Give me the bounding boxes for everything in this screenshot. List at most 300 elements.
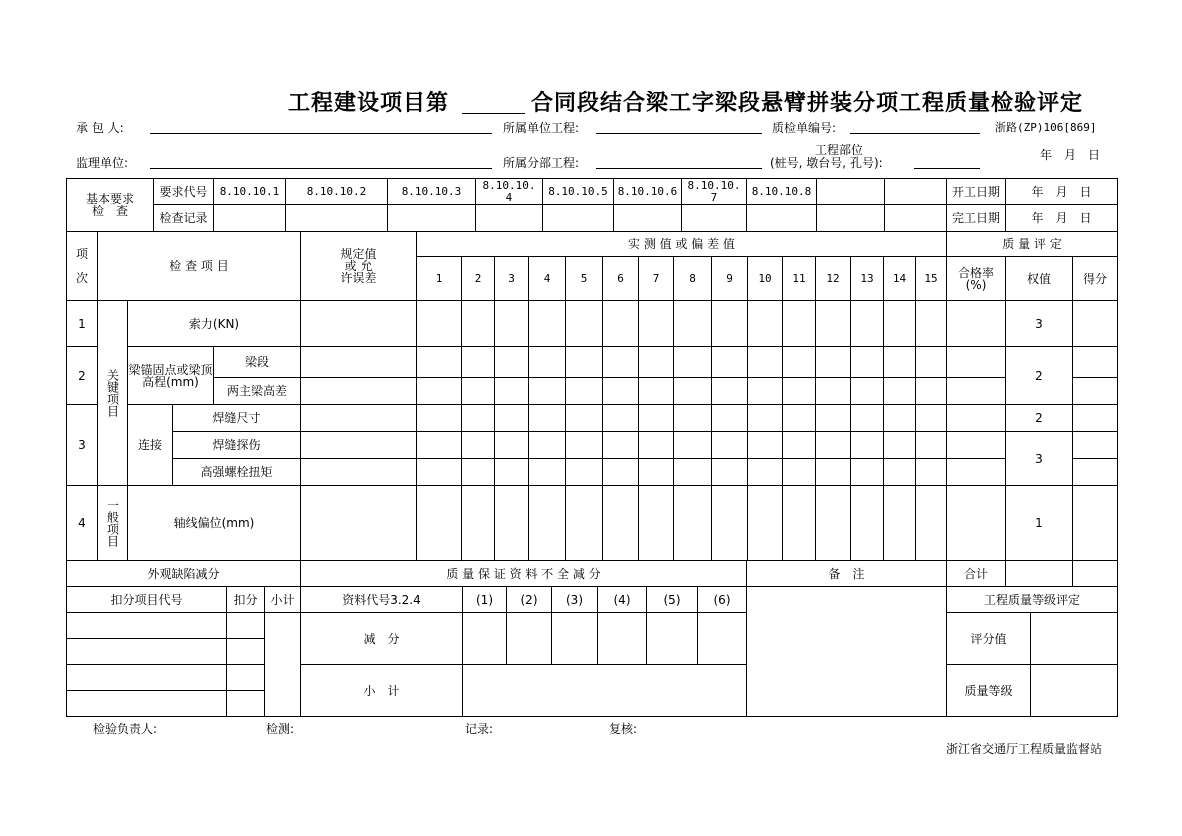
check-item-cable-force [127,300,301,347]
measure-cell[interactable] [461,377,495,405]
remarks-label-text: 备 注 [828,566,865,581]
score-cell[interactable] [1072,404,1118,432]
title-part2: 合同段结合梁工字梁段悬臂拼装分项工程质量检验评定 [531,91,1084,116]
measure-cell[interactable] [673,458,712,486]
quality-header [946,231,1118,257]
doc-col-header [646,586,698,613]
contractor-label: 承 包 人: [76,121,124,135]
measure-cell[interactable] [782,485,816,561]
check-item-weld-size-text: 焊缝尺寸 [212,411,261,425]
req-code-cell [884,178,947,205]
deduct-code-cell[interactable] [66,638,227,665]
grade-title [946,586,1118,613]
sub-project-field[interactable] [596,168,762,169]
measure-cell[interactable] [528,485,566,561]
measure-cell[interactable] [815,377,851,405]
pass-rate-header [946,256,1006,301]
measure-cell[interactable] [638,485,674,561]
req-code-cell-text: 8.10.10.6 [617,184,678,198]
appearance-deduct-label [66,560,301,587]
measure-cell[interactable] [673,346,712,378]
measure-cell[interactable] [850,300,884,347]
check-record-cell[interactable] [285,204,388,232]
measure-cell[interactable] [815,300,851,347]
req-code-cell-text: 8.10.10.5 [548,184,608,198]
measure-cell[interactable] [673,377,712,405]
docs-deduct-label [300,560,747,587]
grade-title-text: 工程质量等级评定 [983,592,1080,607]
score-cell[interactable] [1072,346,1118,378]
item-no-text: 2 [78,368,86,383]
doc-col-header-text: (6) [713,592,731,607]
check-record-cell[interactable] [475,204,543,232]
doc-deduct-cell[interactable] [551,612,598,665]
measure-cell[interactable] [602,377,639,405]
measure-cell[interactable] [602,458,639,486]
req-code-cell [681,178,747,205]
score-value-label [946,612,1031,665]
measure-col-header [494,256,529,301]
measure-col-header [711,256,748,301]
measure-cell[interactable] [416,404,462,432]
doc-col-header-text: (2) [520,592,538,607]
doc-code-header-text: 资料代号3.2.4 [342,592,421,607]
deduct-cell[interactable] [226,664,265,691]
spec-cell[interactable] [300,458,417,486]
req-code-cell [816,178,885,205]
measure-cell[interactable] [602,485,639,561]
item-no-text: 1 [78,316,86,331]
spec-cell[interactable] [300,404,417,432]
measure-cell[interactable] [638,431,674,459]
doc-deduct-cell[interactable] [697,612,747,665]
measure-cell[interactable] [711,377,748,405]
weight-cell-text: 2 [1035,368,1043,383]
deduct-cell[interactable] [226,638,265,665]
end-date-value[interactable] [1005,204,1118,232]
weight-cell [1005,300,1073,347]
measure-cell[interactable] [461,458,495,486]
measure-cell[interactable] [528,431,566,459]
measure-cell[interactable] [528,404,566,432]
measure-cell[interactable] [747,377,783,405]
measure-cell[interactable] [883,346,916,378]
measure-col-header-text: 7 [652,271,660,285]
pass-rate-header-text: 合格率 (%) [957,265,994,292]
pass-rate-cell[interactable] [946,377,1006,405]
measure-cell[interactable] [565,458,603,486]
deduct-header [226,586,265,613]
doc-col-header-text: (3) [566,592,583,607]
measure-cell[interactable] [638,346,674,378]
check-item-weld-flaw [172,431,301,459]
deduct-code-cell[interactable] [66,690,227,717]
measure-cell[interactable] [782,377,816,405]
item-no-header-text: 项 次 [75,247,88,285]
subtotal-header [264,586,301,613]
measure-cell[interactable] [915,300,947,347]
measure-cell[interactable] [815,346,851,378]
measure-col-header-text: 13 [860,271,874,285]
req-code-cell [387,178,476,205]
measure-col-header [461,256,495,301]
doc-col-header-text: (5) [663,592,681,607]
spec-cell[interactable] [300,346,417,378]
measure-cell[interactable] [915,404,947,432]
check-record-cell[interactable] [387,204,476,232]
measure-cell[interactable] [673,485,712,561]
measure-cell[interactable] [850,485,884,561]
deduct-code-cell[interactable] [66,612,227,639]
deduct-code-header-text: 扣分项目代号 [110,592,183,607]
record-label: 记录: [465,722,494,736]
supervisor-field[interactable] [150,168,492,169]
measure-cell[interactable] [747,346,783,378]
measure-cell[interactable] [747,458,783,486]
doc-deduct-cell[interactable] [506,612,552,665]
check-item-elevation [127,346,214,405]
measure-cell[interactable] [638,300,674,347]
weight-cell-text: 1 [1035,516,1043,530]
weight-header [1005,256,1073,301]
measure-cell[interactable] [461,300,495,347]
measure-cell[interactable] [815,485,851,561]
item-no [66,300,98,347]
score-cell[interactable] [1072,300,1118,347]
req-code-cell-text: 8.10.10.1 [219,184,280,198]
spec-header [300,231,417,301]
measure-cell[interactable] [528,300,566,347]
total-cell[interactable] [1005,560,1073,587]
start-date-value-text: 年 月 日 [1031,184,1092,199]
measure-cell[interactable] [883,485,916,561]
weight-cell [1005,404,1073,432]
check-record-cell[interactable] [746,204,817,232]
pass-rate-cell[interactable] [946,485,1006,561]
check-record-cell[interactable] [213,204,286,232]
doc-deduct-cell[interactable] [646,612,698,665]
general-items-label-text: 一般项目 [105,499,120,547]
item-no-text: 3 [78,438,86,452]
doc-col-header [551,586,598,613]
check-record-cell[interactable] [884,204,947,232]
measure-cell[interactable] [638,458,674,486]
measure-cell[interactable] [602,404,639,432]
weight-cell-text: 3 [1035,451,1043,466]
measure-cell[interactable] [673,300,712,347]
spec-header-text: 规定值 或 允 许误差 [340,247,377,285]
pass-rate-cell[interactable] [946,431,1006,459]
basic-req-label-text: 基本要求 检 查 [85,192,134,218]
measure-cell[interactable] [883,404,916,432]
req-code-label [153,178,214,205]
measure-cell[interactable] [815,431,851,459]
measure-cell[interactable] [602,431,639,459]
measure-cell[interactable] [673,404,712,432]
inspector-label: 检验负责人: [93,722,158,736]
measure-cell[interactable] [747,404,783,432]
score-value-cell[interactable] [1030,612,1118,665]
measure-col-header [850,256,884,301]
req-code-cell-text: 8.10.10.2 [306,184,367,198]
pass-rate-cell[interactable] [946,404,1006,432]
measure-cell[interactable] [565,485,603,561]
check-item-height-diff [213,377,301,405]
measure-cell[interactable] [782,458,816,486]
doc-deduct-cell[interactable] [462,612,507,665]
measure-cell[interactable] [528,458,566,486]
pass-rate-cell[interactable] [946,300,1006,347]
spec-cell[interactable] [300,377,417,405]
req-code-cell-text: 8.10.10.3 [401,184,462,198]
measure-cell[interactable] [461,485,495,561]
score-value-label-text: 评分值 [970,631,1007,646]
contract-blank[interactable] [462,113,525,114]
measure-col-header [747,256,783,301]
measure-cell[interactable] [638,404,674,432]
measure-cell[interactable] [494,346,529,378]
form-no-label: 质检单编号: [772,121,837,135]
measure-cell[interactable] [883,300,916,347]
req-code-cell [285,178,388,205]
start-date-value[interactable] [1005,178,1118,205]
measure-cell[interactable] [782,431,816,459]
measure-cell[interactable] [883,458,916,486]
subtotal-cell[interactable] [264,612,301,717]
measure-col-header-text: 12 [826,271,840,285]
remarks-cell[interactable] [746,586,947,717]
measure-col-header [915,256,947,301]
item-no [66,346,98,405]
measure-col-header-text: 10 [758,271,772,285]
req-code-cell-text: 8.10.10. 4 [482,178,536,204]
location-label: 工程部位 [815,143,864,157]
deduct-cell[interactable] [226,690,265,717]
measure-col-header [602,256,639,301]
doc-code-header [300,586,463,613]
measure-cell[interactable] [416,458,462,486]
measure-cell[interactable] [461,404,495,432]
measure-cell[interactable] [915,485,947,561]
weight-cell-text: 2 [1035,411,1043,425]
measure-cell[interactable] [673,431,712,459]
spec-cell[interactable] [300,431,417,459]
measure-col-header-text: 2 [474,271,482,285]
location-field[interactable] [914,168,980,169]
measure-cell[interactable] [711,485,748,561]
measure-cell[interactable] [850,377,884,405]
deduct-code-cell[interactable] [66,664,227,691]
measure-cell[interactable] [416,485,462,561]
check-item-connection-text: 连接 [137,438,162,452]
check-record-cell[interactable] [681,204,747,232]
measure-cell[interactable] [782,346,816,378]
end-date-label-text: 完工日期 [951,211,1000,225]
title-part1: 工程建设项目第 [288,91,450,116]
organization: 浙江省交通厅工程质量监督站 [946,742,1103,756]
check-item-height-diff-text: 两主梁高差 [226,384,287,398]
doc-col-header [506,586,552,613]
pass-rate-cell[interactable] [946,346,1006,378]
check-item-weld-size [172,404,301,432]
check-item-axis-offset-text: 轴线偏位(mm) [173,516,255,530]
test-label: 检测: [266,722,295,736]
check-record-cell[interactable] [613,204,682,232]
measure-col-header [815,256,851,301]
doc-subtotal-label-text: 小 计 [363,683,400,698]
measure-cell[interactable] [602,346,639,378]
measure-col-header-text: 9 [726,271,733,285]
measure-cell[interactable] [782,404,816,432]
measure-cell[interactable] [416,431,462,459]
spec-cell[interactable] [300,300,417,347]
key-items-label [97,300,128,486]
measure-cell[interactable] [638,377,674,405]
doc-col-header [597,586,647,613]
measure-cell[interactable] [747,485,783,561]
weight-cell [1005,431,1073,486]
check-item-axis-offset [127,485,301,561]
pass-rate-cell[interactable] [946,458,1006,486]
weight-cell [1005,346,1073,405]
measured-header [416,231,947,257]
measure-cell[interactable] [494,300,529,347]
check-record-cell[interactable] [816,204,885,232]
measure-cell[interactable] [565,377,603,405]
measure-cell[interactable] [565,300,603,347]
req-code-cell-text: 8.10.10.8 [751,184,812,198]
sub-project-label: 所属分部工程: [503,156,580,170]
measure-cell[interactable] [528,377,566,405]
measure-cell[interactable] [416,346,462,378]
measure-cell[interactable] [850,346,884,378]
score-header-text: 得分 [1082,271,1107,286]
measure-cell[interactable] [711,300,748,347]
contractor-field[interactable] [150,133,492,134]
start-date-label [946,178,1006,205]
score-cell[interactable] [1072,377,1118,405]
measure-cell[interactable] [915,377,947,405]
location-sub-label: (桩号, 墩台号, 孔号): [770,156,883,170]
item-no-header [66,231,98,301]
measure-cell[interactable] [815,458,851,486]
score-header [1072,256,1118,301]
docs-deduct-label-text: 质 量 保 证 资 料 不 全 减 分 [446,566,601,581]
grade-label-text: 质量等级 [964,683,1013,698]
review-label: 复核: [609,722,638,736]
check-item-cable-force-text: 索力(KN) [188,316,240,331]
req-code-cell [213,178,286,205]
measure-cell[interactable] [747,431,783,459]
deduct-code-header [66,586,227,613]
measure-col-header-text: 4 [543,271,551,285]
measure-cell[interactable] [416,300,462,347]
req-code-cell-text: 8.10.10. 7 [687,178,741,204]
check-record-cell[interactable] [542,204,614,232]
weight-cell [1005,485,1073,561]
subtotal-header-text: 小计 [270,592,295,607]
doc-col-header [697,586,747,613]
measure-cell[interactable] [711,431,748,459]
measure-cell[interactable] [915,431,947,459]
check-record-label [153,204,214,232]
spec-cell[interactable] [300,485,417,561]
score-cell[interactable] [1072,431,1118,459]
req-code-cell [542,178,614,205]
measure-cell[interactable] [915,458,947,486]
quality-header-text: 质 量 评 定 [1002,237,1062,251]
measure-cell[interactable] [494,404,529,432]
doc-col-header-text: (1) [476,592,493,607]
doc-subtotal-cell[interactable] [462,664,747,717]
grade-cell[interactable] [1030,664,1118,717]
unit-project-field[interactable] [596,133,762,134]
measure-col-header-text: 14 [892,271,907,285]
measure-cell[interactable] [711,404,748,432]
measure-col-header [673,256,712,301]
score-cell[interactable] [1072,458,1118,486]
doc-deduct-cell[interactable] [597,612,647,665]
measure-cell[interactable] [747,300,783,347]
key-items-label-text: 关键项目 [105,369,120,417]
total-label-text: 合计 [963,566,988,581]
score-cell[interactable] [1072,485,1118,561]
measure-cell[interactable] [565,431,603,459]
measure-col-header-text: 6 [617,271,624,285]
measure-cell[interactable] [494,431,529,459]
measure-cell[interactable] [416,377,462,405]
measure-cell[interactable] [494,377,529,405]
measure-cell[interactable] [602,300,639,347]
measure-cell[interactable] [528,346,566,378]
measure-cell[interactable] [883,377,916,405]
measure-cell[interactable] [565,404,603,432]
item-no [66,404,98,486]
measure-cell[interactable] [915,346,947,378]
measure-col-header-text: 3 [508,271,515,285]
measure-cell[interactable] [850,431,884,459]
doc-col-header-text: (4) [613,592,631,607]
measure-cell[interactable] [815,404,851,432]
reduce-label [300,612,463,665]
total-score-cell[interactable] [1072,560,1118,587]
measure-cell[interactable] [565,346,603,378]
measure-cell[interactable] [461,431,495,459]
measure-cell[interactable] [494,485,529,561]
check-item-elevation-text: 梁锚固点或梁顶高程(mm) [128,362,213,389]
measure-cell[interactable] [711,346,748,378]
measure-cell[interactable] [711,458,748,486]
measured-header-text: 实 测 值 或 偏 差 值 [628,237,735,251]
measure-cell[interactable] [850,458,884,486]
check-item-connection [127,404,173,486]
measure-cell[interactable] [782,300,816,347]
deduct-cell[interactable] [226,612,265,639]
measure-cell[interactable] [883,431,916,459]
end-date-label [946,204,1006,232]
measure-cell[interactable] [494,458,529,486]
check-item-bolt-torque-text: 高强螺栓扭矩 [200,465,273,479]
start-date-label-text: 开工日期 [951,184,1000,199]
measure-cell[interactable] [461,346,495,378]
measure-col-header-text: 15 [924,271,938,285]
unit-project-label: 所属单位工程: [503,121,580,135]
measure-cell[interactable] [850,404,884,432]
appearance-deduct-label-text: 外观缺陷减分 [147,566,220,581]
form-no-field[interactable] [850,133,980,134]
item-no [66,485,98,561]
check-item-segment [213,346,301,378]
